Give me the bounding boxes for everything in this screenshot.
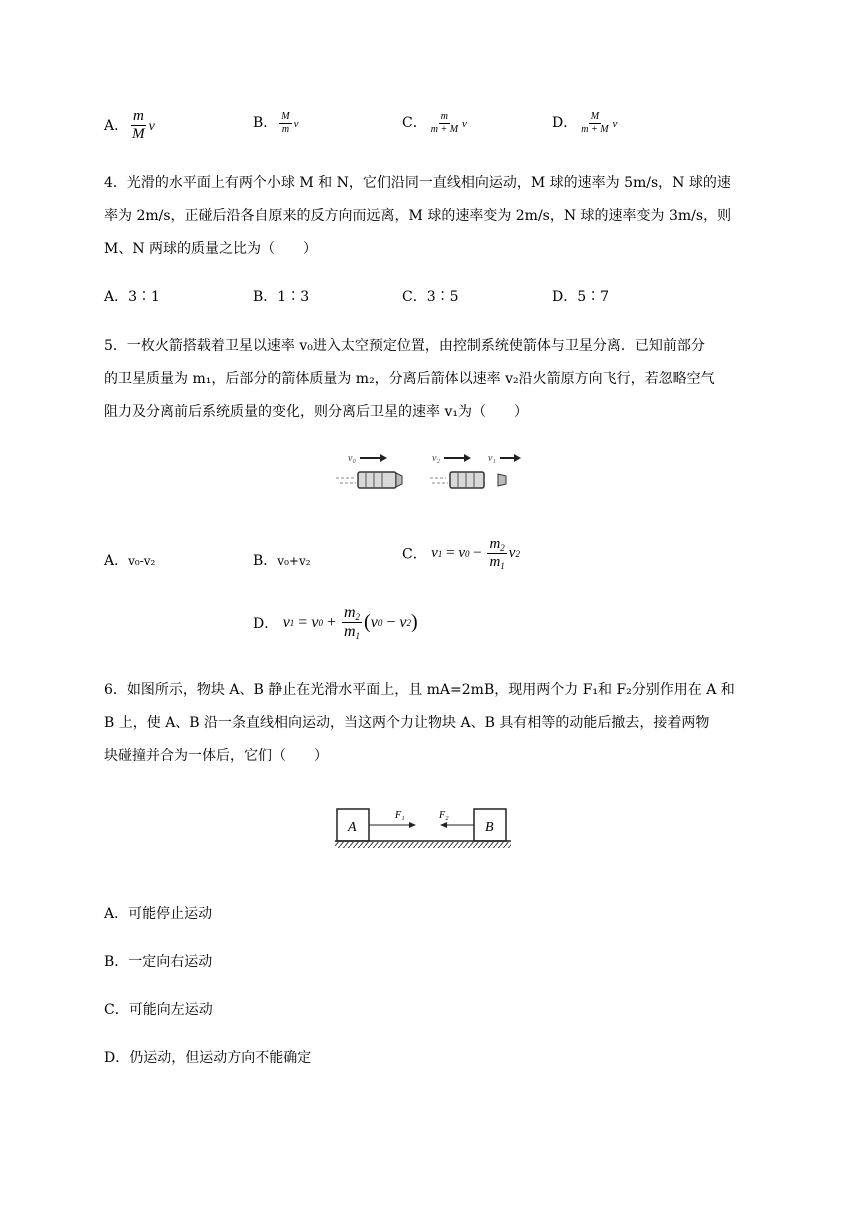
q5-option-a: A．v₀-v₂ — [104, 553, 156, 569]
q6-option-b: B．一定向右运动 — [104, 954, 213, 970]
rocket-v0-label: v₀ — [348, 453, 356, 464]
rocket-body-icon — [430, 472, 484, 488]
q4-text-line-1: 4．光滑的水平面上有两个小球 M 和 N，它们沿同一直线相向运动，M 球的速率为 5m/s，N 球的速 — [104, 175, 731, 191]
block-a-label: A — [348, 820, 357, 835]
q4-option-d: D．5∶7 — [552, 289, 610, 305]
q6-option-c: C．可能向左运动 — [104, 1002, 213, 1018]
q4-option-b: B．1∶3 — [253, 289, 310, 305]
q5-text-line-2: 的卫星质量为 m₁，后部分的箭体质量为 m₂，分离后箭体以速率 v₂沿火箭原方向飞行，若忽略空气 — [104, 371, 715, 387]
q6-option-a: A．可能停止运动 — [104, 906, 213, 922]
q5-text-line-3: 阻力及分离前后系统质量的变化，则分离后卫星的速率 v₁为（ ） — [104, 404, 528, 420]
q4-option-c: C．3∶5 — [402, 289, 459, 305]
force-f1-label: F₁ — [395, 810, 405, 821]
q6-text-line-1: 6．如图所示，物块 A、B 静止在光滑水平面上，且 mA=2mB，现用两个力 F₁和 F₂分别作用在 A 和 — [104, 682, 735, 698]
q4-option-a: A．3∶1 — [104, 289, 160, 305]
q3-option-d: D． $\frac{M}{m + M}$ v — [552, 111, 618, 135]
q3-option-a: A． $\frac{m}{M}$ v — [104, 108, 155, 143]
q3-option-c: C． $\frac{m}{m + M}$ v — [402, 111, 467, 135]
q5-option-b: B．v₀+v₂ — [253, 553, 311, 569]
q4-text-line-3: M、N 两球的质量之比为（ ） — [104, 241, 318, 257]
q5-option-d: D． v 1 = v 0 + $\frac{m_2}{m_1}$ ( v 0 − v 2 ) — [253, 604, 418, 642]
q6-text-line-3: 块碰撞并合为一体后，它们（ ） — [104, 748, 328, 764]
rocket-v2-label: v₂ — [432, 453, 440, 464]
q3-option-b: B． $\frac{M}{m}$ v — [253, 111, 299, 135]
blocks-force-figure — [335, 804, 513, 854]
rocket-separation-figure — [330, 448, 530, 498]
force-f2-label: F₂ — [439, 810, 449, 821]
q5-text-line-1: 5．一枚火箭搭载着卫星以速率 v₀进入太空预定位置，由控制系统使箭体与卫星分离．已知前部分 — [104, 338, 705, 354]
rocket-v1-label: v₁ — [488, 453, 496, 464]
block-b-label: B — [485, 820, 494, 835]
rocket-whole-icon — [336, 472, 402, 488]
satellite-icon — [498, 474, 506, 486]
q4-text-line-2: 率为 2m/s，正碰后沿各自原来的反方向而远离，M 球的速率变为 2m/s，N 球的速率变为 3m/s，则 — [104, 208, 732, 224]
q6-option-d: D．仍运动，但运动方向不能确定 — [104, 1050, 312, 1066]
ground-hatch — [335, 842, 511, 848]
q5-option-c: C． v 1 = v 0 − $\frac{m_2}{m_1}$ v 2 — [402, 536, 520, 572]
q6-text-line-2: B 上，使 A、B 沿一条直线相向运动，当这两个力让物块 A、B 具有相等的动能后撤去，接着两物 — [104, 715, 710, 731]
